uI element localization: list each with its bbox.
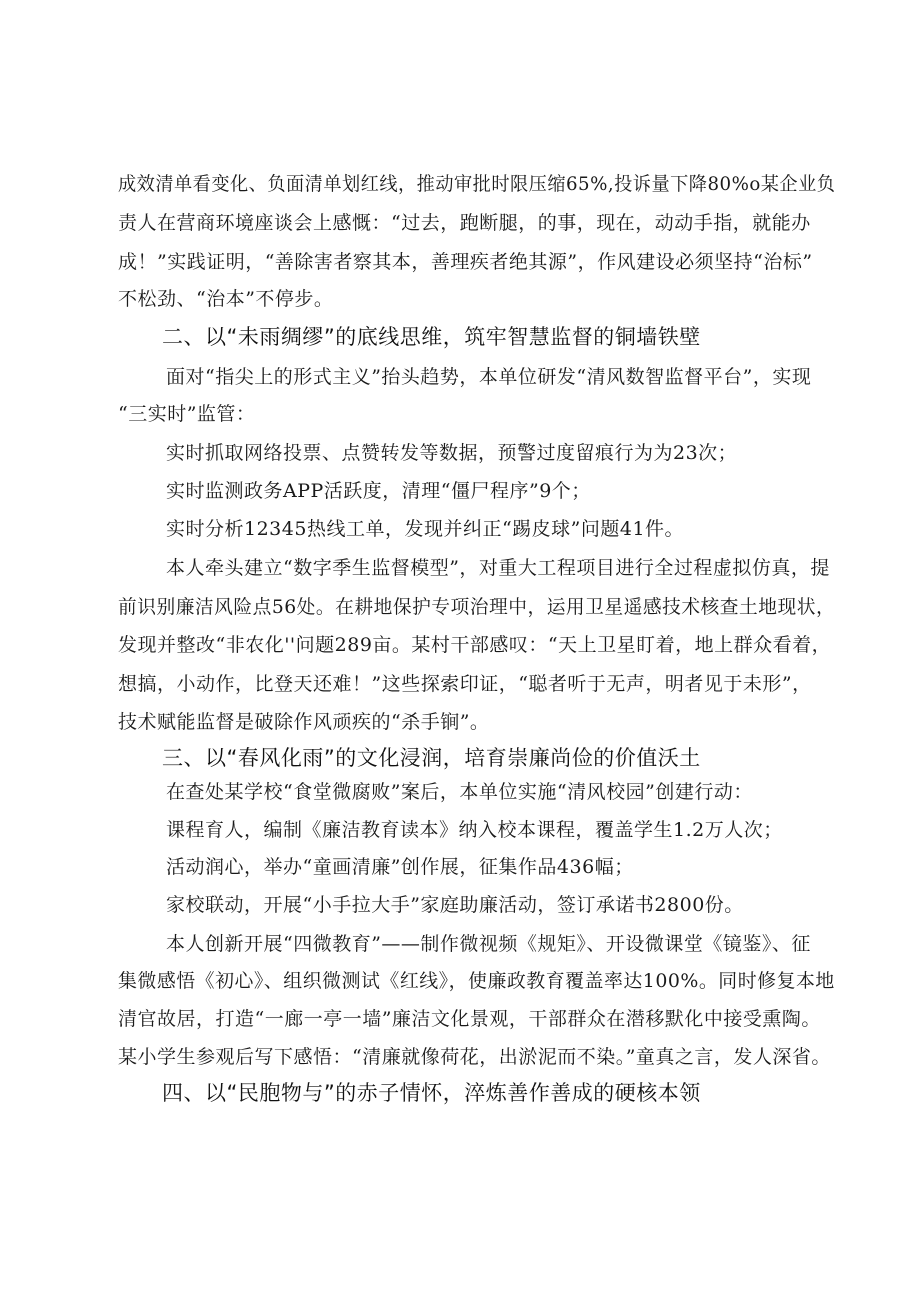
body-line: 集微感悟《初心》、组织微测试《红线》，使廉政教育覆盖率达100%。同时修复本地 (118, 970, 835, 992)
body-line: 课程育人，编制《廉洁教育读本》纳入校本课程，覆盖学生1.2万人次； (166, 819, 783, 841)
body-line: 前识别廉洁风险点56处。在耕地保护专项治理中，运用卫星遥感技术核查土地现状， (118, 596, 836, 618)
body-line: 本人牵头建立“数字季生监督模型”，对重大工程项目进行全过程虚拟仿真，提 (166, 557, 830, 579)
body-line: 某小学生参观后写下感悟：“清廉就像荷花，出淤泥而不染。”童真之言，发人深省。 (118, 1046, 831, 1068)
section-heading-2: 二、以“未雨绸缪”的底线思维，筑牢智慧监督的铜墙铁壁 (162, 325, 701, 349)
body-line: 在查处某学校“食堂微腐败”案后，本单位实施“清风校园”创建行动： (166, 781, 753, 803)
section-heading-4: 四、以“民胞物与”的赤子情怀，淬炼善作善成的硬核本领 (162, 1081, 701, 1105)
body-line: 活动润心，举办“童画清廉”创作展，征集作品436幅； (166, 856, 634, 878)
body-line: 想搞，小动作，比登天还难！”这些探索印证，“聪者听于无声，明者见于未形”， (118, 673, 812, 695)
body-line: “三实时”监管： (118, 403, 256, 425)
body-line: 清官故居，打造“一廊一亭一墙”廉洁文化景观，干部群众在潜移默化中接受熏陶。 (118, 1008, 821, 1030)
body-line: 实时监测政务APP活跃度，清理“僵尸程序”9个； (166, 480, 591, 502)
body-line: 家校联动，开展“小手拉大手”家庭助廉活动，签订承诺书2800份。 (166, 894, 744, 916)
body-line: 成！”实践证明，“善除害者察其本，善理疾者绝其源”，作风建设必须坚持“治标” (118, 251, 813, 273)
body-line: 实时分析12345热线工单，发现并纠正“踢皮球”问题41件。 (166, 518, 685, 540)
body-line: 责人在营商环境座谈会上感慨：“过去，跑断腿，的事，现在，动动手指，就能办 (118, 212, 811, 234)
section-heading-3: 三、以“春风化雨”的文化浸润，培育崇廉尚俭的价值沃土 (162, 746, 701, 770)
body-line: 发现并整改“非农化''问题289亩。某村干部感叹：“天上卫星盯着，地上群众看着， (118, 634, 832, 656)
body-line: 面对“指尖上的形式主义”抬头趋势，本单位研发“清风数智监督平台”，实现 (166, 366, 812, 388)
body-line: 成效清单看变化、负面清单划红线，推动审批时限压缩65%,投诉量下降80%o某企业负 (118, 173, 836, 195)
body-line: 技术赋能监督是破除作风顽疾的“杀手锏”。 (118, 711, 490, 733)
body-line: 不松劲、“治本”不停步。 (118, 288, 334, 310)
body-line: 本人创新开展“四微教育”——制作微视频《规矩》、开设微课堂《镜鉴》、征 (166, 933, 811, 955)
body-line: 实时抓取网络投票、点赞转发等数据，预警过度留痕行为为23次； (166, 442, 738, 464)
